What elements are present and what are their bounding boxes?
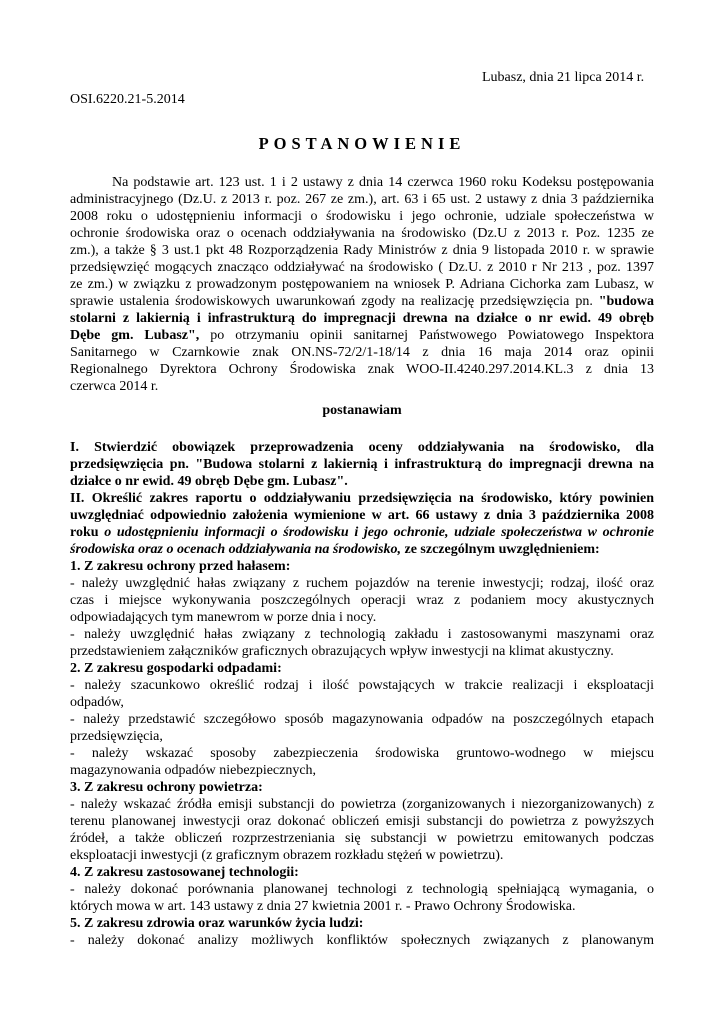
section-2-line [70,524,654,541]
point-heading: 2. Z zakresu gospodarki odpadami: [70,661,282,676]
intro-line: przedsięwzięć mogących znacząco oddziaływać na środowisko ( Dz.U. z 2010 r Nr 213 , poz. 1397 [70,260,654,275]
point-line: eksploatacji inwestycji (z graficznym obrazem rozkładu stężeń w powietrzu). [70,848,504,863]
intro-line: ze zm.) w związku z prowadzonym postępowaniem na wniosek P. Adriana Cichorka zam Lubasz, w [70,277,654,292]
point-line: przedsięwzięcia, [70,729,163,744]
point-line: - należy wskazać źródła emisji substancji do powietrza (zorganizowanych i niezorganizowanych) z [70,797,654,812]
section-1-line: działce o nr ewid. 49 obręb Dębe gm. Lubasz". [70,474,348,489]
point-line: - należy szacunkowo określić rodzaj i ilość powstających w trakcie realizacji i eksploatacji [70,678,654,693]
intro-line: administracyjnego (Dz.U. z 2013 r. poz. 267 ze zm.), art. 63 i 65 ust. 2 ustawy z dnia 3 października [70,192,654,207]
point-line: - należy wskazać sposoby zabezpieczenia środowiska gruntowo-wodnego w miejscu [70,746,654,761]
place-and-date: Lubasz, dnia 21 lipca 2014 r. [482,70,645,85]
section-2-text: ze szczególnym uwzględnieniem: [401,542,600,557]
intro-line: Na podstawie art. 123 ust. 1 i 2 ustawy z dnia 14 czerwca 1960 roku Kodeksu postępowania [112,175,654,190]
document-title: POSTANOWIENIE [258,134,466,153]
section-1-line: przedsięwzięcia pn. "Budowa stolarni z lakiernią i infrastrukturą do impregnacji drewna na [70,457,654,472]
point-line: - należy uwzględnić hałas związany z ruchem pojazdów na terenie inwestycji; rodzaj, ilość oraz [70,576,654,591]
point-line: odpowiadających tym manewrom w porze dnia i nocy. [70,610,377,625]
intro-line [70,327,654,344]
point-heading: 3. Z zakresu ochrony powietrza: [70,780,263,795]
point-heading: 5. Z zakresu zdrowia oraz warunków życia ludzi: [70,916,364,931]
reference-number: OSI.6220.21-5.2014 [70,92,185,107]
point-line: - należy przedstawić szczegółowo sposób magazynowania odpadów na poszczególnych etapach [70,712,654,727]
intro-line: Regionalnego Dyrektora Ochrony Środowiska znak WOO-II.4240.297.2014.KL.3 z dnia 13 [70,362,654,377]
point-line: czas i miejsce wykonywania poszczególnych operacji wraz z podaniem mocy akustycznych [70,593,654,608]
intro-line: ochronie środowiska oraz o ocenach oddziaływania na środowisko (Dz.U z 2013 r. Poz. 1235 ze [70,226,654,241]
act-title: środowiska oraz o ocenach oddziaływania na środowisko, [70,542,401,557]
project-name: "budowa [598,294,654,309]
point-heading: 1. Z zakresu ochrony przed hałasem: [70,559,291,574]
intro-text: po otrzymaniu opinii sanitarnej Państwowego Powiatowego Inspektora [199,328,654,343]
point-line: których mowa w art. 143 ustawy z dnia 27 kwietnia 2001 r. - Prawo Ochrony Środowiska. [70,899,576,914]
intro-text: sprawie ustalenia środowiskowych uwarunkowań zgody na realizację przedsięwzięcia pn. [70,294,599,309]
point-heading: 4. Z zakresu zastosowanej technologii: [70,865,299,880]
intro-line: 2008 roku o udostępnieniu informacji o środowisku i jego ochronie, udziale społeczeństwa w [70,209,654,224]
point-line: źródeł, a także obliczeń rozprzestrzeniania się substancji w powietrzu emitowanych podczas [70,831,654,846]
intro-line: Sanitarnego w Czarnkowie znak ON.NS-72/2/1-18/14 z dnia 16 maja 2014 oraz opinii [70,345,654,360]
point-line: - należy dokonać analizy możliwych konfliktów społecznych związanych z planowanym [70,933,654,948]
point-line: - należy uwzględnić hałas związany z technologią zakładu i zastosowanymi maszynami oraz [70,627,654,642]
intro-line: czerwca 2014 r. [70,379,159,394]
point-line: przedstawieniem załączników graficznych obrazujących wpływ inwestycji na klimat akustyczny. [70,644,614,659]
intro-line: zm.), a także § 3 ust.1 pkt 48 Rozporządzenia Rady Ministrów z dnia 9 listopada 2010 r. w sprawie [70,243,654,258]
point-line: terenu planowanej inwestycji oraz dokonać obliczeń emisji substancji do powietrza z powyższych [70,814,654,829]
point-line: - należy dokonać porównania planowanej technologi z technologią spełniającą wymagania, o [70,882,654,897]
section-2-line [70,541,654,558]
section-2-text: roku [70,525,105,540]
section-2-line: II. Określić zakres raportu o oddziaływaniu przedsięwzięcia na środowisko, który powinien [70,491,654,506]
point-line: magazynowania odpadów niebezpiecznych, [70,763,317,778]
section-2-line: uwzględniać odpowiednio założenia wymienione w art. 66 ustawy z dnia 3 października 2008 [70,508,654,523]
section-1-line: I. Stwierdzić obowiązek przeprowadzenia oceny oddziaływania na środowisko, dla [70,440,654,455]
act-title: o udostępnieniu informacji o środowisku i jego ochronie, udziale społeczeństwa w ochronie [104,525,654,540]
project-name: stolarni z lakiernią i infrastrukturą do impregnacji drewna na działce o nr ewid. 49 obręb [70,311,654,326]
decision-heading: postanawiam [322,403,402,418]
project-name: Dębe gm. Lubasz", [70,328,200,343]
point-line: odpadów, [70,695,124,710]
intro-line [70,293,654,310]
